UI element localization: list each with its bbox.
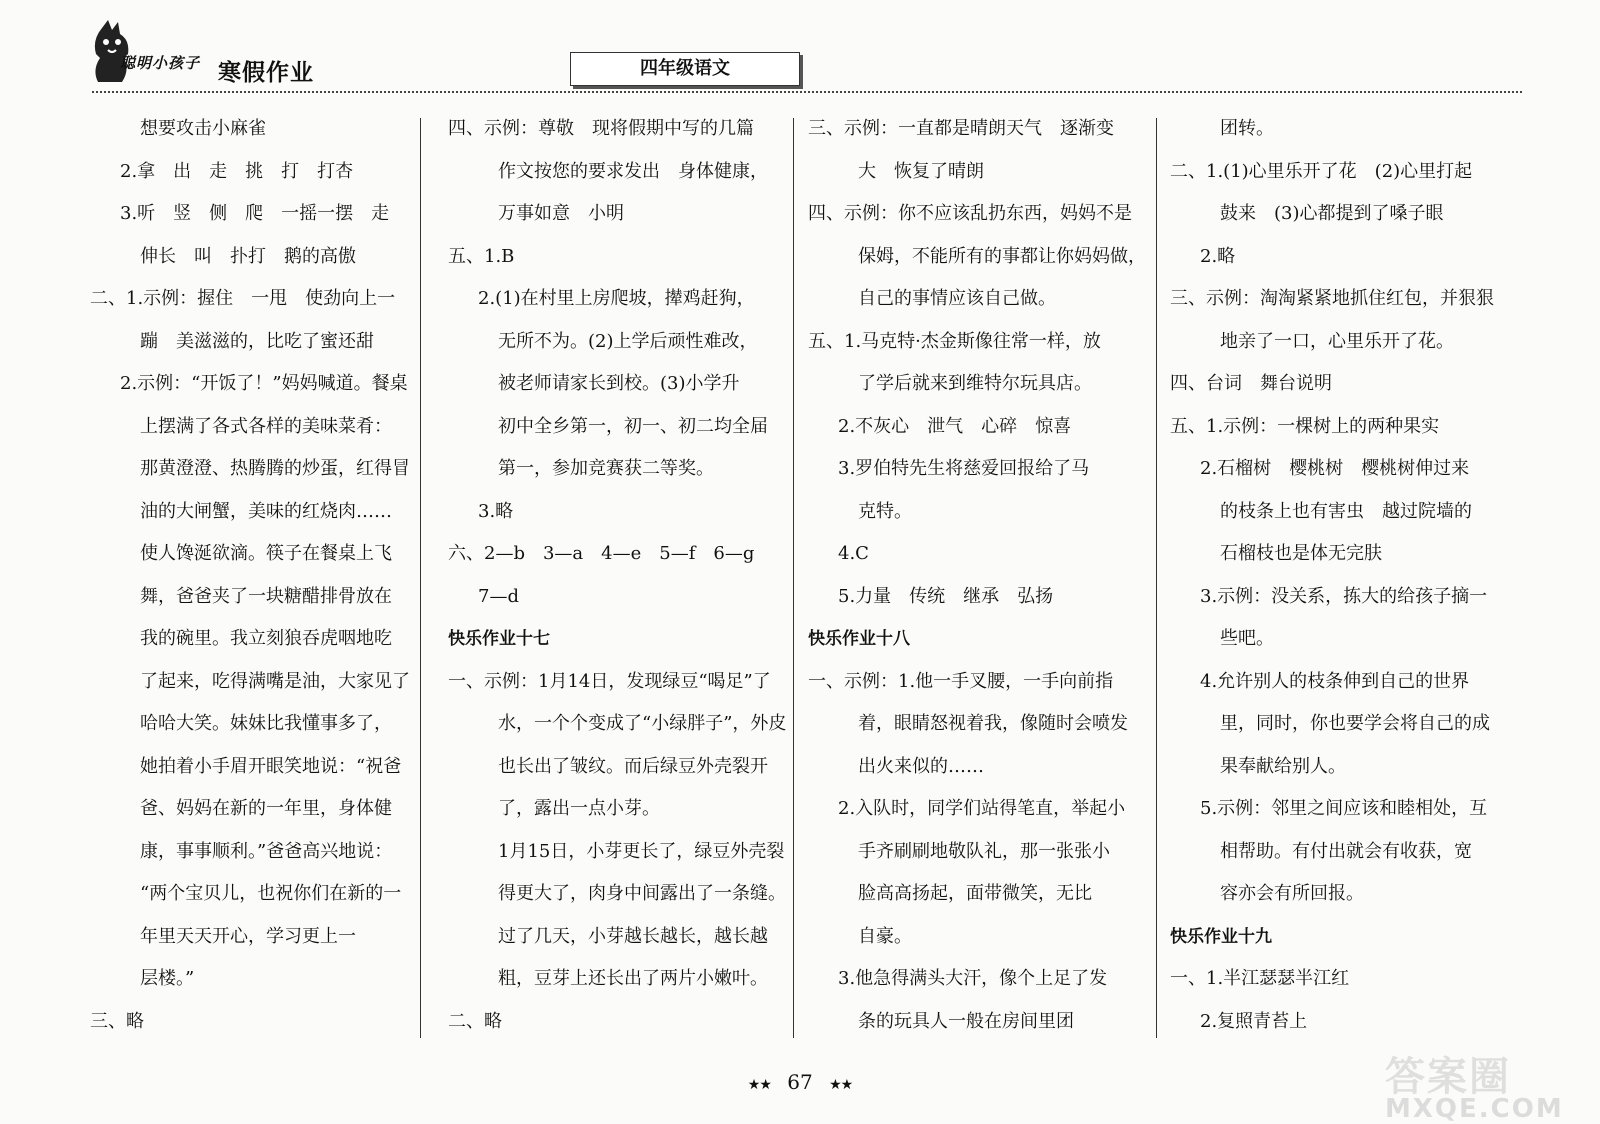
answer-line: 保姆，不能所有的事都让你妈妈做， (858, 245, 1146, 267)
answer-line: 也长出了皱纹。而后绿豆外壳裂开 (498, 755, 768, 777)
answer-line: 2.拿 出 走 挑 打 打杏 (120, 160, 354, 182)
answer-line: 里，同时，你也要学会将自己的成 (1220, 713, 1490, 734)
answer-line: 水，一个个变成了“小绿胖子”，外皮 (498, 713, 787, 734)
answer-line: 三、示例：一直都是晴朗天气 逐渐变 (808, 118, 1114, 139)
answer-line: 哈哈大笑。妹妹比我懂事多了， (140, 713, 392, 734)
answer-line: 了，露出一点小芽。 (498, 798, 660, 819)
answer-line: 4.允许别人的枝条伸到自己的世界 (1200, 670, 1470, 692)
answer-line: 五、1.B (448, 245, 515, 267)
answer-line: 果奉献给别人。 (1220, 755, 1346, 777)
answer-line: 3.罗伯特先生将慈爱回报给了马 (838, 458, 1090, 479)
answer-line: 想要攻击小麻雀 (140, 118, 266, 139)
answer-line: 5.力量 传统 继承 弘扬 (838, 585, 1054, 607)
page-number: 67 (787, 1070, 813, 1094)
answer-line: 2.复照青苔上 (1200, 1010, 1308, 1032)
answer-line: 4.C (838, 543, 869, 564)
answer-line: 一、1.半江瑟瑟半江红 (1170, 968, 1350, 989)
answer-line: 2.示例：“开饭了！”妈妈喊道。餐桌 (120, 373, 408, 394)
answer-line: 条的玩具人一般在房间里团 (858, 1010, 1074, 1032)
grade-subject-box: 四年级语文 (570, 52, 800, 86)
section-heading: 快乐作业十七 (448, 629, 550, 649)
answer-line: 2.石榴树 樱桃树 樱桃树伸过来 (1200, 458, 1470, 479)
answer-line: 3.略 (478, 500, 514, 522)
answer-line: 爸、妈妈在新的一年里，身体健 (140, 798, 392, 819)
brand-name: 聪明小孩子 (120, 54, 201, 72)
answer-line: 无所不为。(2)上学后顽性难改， (498, 330, 758, 352)
answer-line: 四、示例：你不应该乱扔东西，妈妈不是 (808, 203, 1132, 224)
answer-line: 的枝条上也有害虫 越过院墙的 (1220, 500, 1472, 522)
answer-line: 过了几天，小芽越长越长，越长越 (498, 925, 768, 947)
answer-line: 三、略 (90, 1010, 144, 1032)
answer-line: 年里天天开心，学习更上一 (140, 925, 356, 947)
answer-line: 六、2—b 3—a 4—e 5—f 6—g (448, 543, 755, 564)
answer-line: 第一，参加竞赛获二等奖。 (498, 458, 714, 479)
answer-line: 一、示例：1月14日，发现绿豆“喝足”了 (448, 670, 771, 692)
section-heading: 快乐作业十九 (1170, 926, 1272, 947)
column-3 (808, 108, 1153, 1043)
section-heading: 快乐作业十八 (808, 629, 910, 649)
answer-line: 万事如意 小明 (498, 203, 624, 224)
column-2 (448, 108, 788, 1043)
answer-line: 3.示例：没关系，拣大的给孩子摘一 (1200, 585, 1488, 607)
answer-line: 二、1.示例：握住 一甩 使劲向上一 (90, 288, 396, 309)
book-title: 寒假作业 (218, 60, 314, 86)
answer-line: 5.示例：邻里之间应该和睦相处，互 (1200, 798, 1488, 819)
answer-line: 石榴枝也是体无完肤 (1220, 543, 1382, 564)
star-decoration-icon: ★★ (747, 1077, 771, 1093)
answer-line: 舞，爸爸夹了一块糖醋排骨放在 (140, 585, 392, 607)
answer-line: 被老师请家长到校。(3)小学升 (498, 373, 740, 394)
answer-line: 初中全乡第一，初一、初二均全届 (498, 415, 768, 437)
answer-line: 五、1.示例：一棵树上的两种果实 (1170, 415, 1440, 437)
answer-line: 了起来，吃得满嘴是油，大家见了 (140, 670, 410, 692)
answer-line: 2.不灰心 泄气 心碎 惊喜 (838, 415, 1072, 437)
answer-line: 她拍着小手眉开眼笑地说：“祝爸 (140, 755, 402, 777)
answer-line: 出火来似的…… (858, 755, 984, 777)
column-1 (90, 108, 415, 1043)
star-decoration-icon: ★★ (829, 1077, 853, 1093)
answer-line: 手齐刷刷地敬队礼，那一张张小 (858, 840, 1110, 862)
column-divider (793, 118, 794, 1038)
answer-line: 鼓来 (3)心都提到了嗓子眼 (1220, 203, 1444, 224)
answer-line: 二、略 (448, 1010, 502, 1032)
answer-line: 些吧。 (1220, 628, 1274, 649)
answer-line: 自己的事情应该自己做。 (858, 288, 1056, 309)
answer-line: 上摆满了各式各样的美味菜肴： (140, 415, 392, 437)
watermark-logo-text: 答案圈 (1385, 1054, 1511, 1100)
answer-line: 7—d (478, 585, 519, 607)
answer-line: 着，眼睛怒视着我，像随时会喷发 (858, 713, 1128, 734)
answer-line: 二、1.(1)心里乐开了花 (2)心里打起 (1170, 160, 1473, 182)
page-footer (0, 1070, 1600, 1094)
answer-line: 团转。 (1220, 118, 1274, 139)
answer-line: 3.他急得满头大汗，像个上足了发 (838, 968, 1108, 989)
answer-line: 五、1.马克特·杰金斯像往常一样，放 (808, 330, 1101, 352)
watermark-url: MXQE.COM (1385, 1094, 1564, 1124)
answer-line: 四、示例：尊敬 现将假期中写的几篇 (448, 118, 754, 139)
watermark (1385, 1045, 1564, 1124)
answer-line: 得更大了，肉身中间露出了一条缝。 (498, 883, 786, 904)
column-divider (420, 118, 421, 1038)
answer-line: 2.(1)在村里上房爬坡，撵鸡赶狗， (478, 288, 755, 309)
answer-line: 康，事事顺利。”爸爸高兴地说： (140, 840, 393, 862)
answer-line: 2.略 (1200, 245, 1236, 267)
page-header (0, 0, 1600, 100)
answer-line: 自豪。 (858, 925, 912, 947)
answer-line: 层楼。” (140, 968, 195, 989)
answer-line: 蹦 美滋滋的，比吃了蜜还甜 (140, 330, 374, 352)
answer-line: 一、示例：1.他一手叉腰，一手向前指 (808, 670, 1114, 692)
answer-line: 大 恢复了晴朗 (858, 160, 984, 182)
answer-line: 作文按您的要求发出 身体健康， (498, 160, 768, 182)
answer-line: 脸高高扬起，面带微笑，无比 (858, 883, 1092, 904)
answer-line: 我的碗里。我立刻狼吞虎咽地吃 (140, 628, 392, 649)
answer-line: 使人馋涎欲滴。筷子在餐桌上飞 (140, 543, 392, 564)
answer-line: 粗，豆芽上还长出了两片小嫩叶。 (498, 968, 768, 989)
answer-line: 了学后就来到维特尔玩具店。 (858, 373, 1092, 394)
column-4 (1170, 108, 1515, 1043)
answer-line: “两个宝贝儿，也祝你们在新的一 (140, 883, 402, 904)
answer-line: 那黄澄澄、热腾腾的炒蛋，红得冒 (140, 458, 410, 479)
answer-line: 克特。 (858, 500, 912, 522)
answer-line: 地亲了一口，心里乐开了花。 (1220, 330, 1454, 352)
answer-line: 三、示例：淘淘紧紧地抓住红包，并狠狠 (1170, 288, 1494, 309)
answer-line: 伸长 叫 扑打 鹅的高傲 (140, 245, 356, 267)
answer-line: 四、台词 舞台说明 (1170, 373, 1332, 394)
column-divider (1156, 118, 1157, 1038)
answer-line: 3.听 竖 侧 爬 一摇一摆 走 (120, 203, 390, 224)
header-divider (92, 91, 1522, 93)
answer-line: 相帮助。有付出就会有收获，宽 (1220, 840, 1472, 862)
answer-line: 容亦会有所回报。 (1220, 883, 1364, 904)
answer-line: 2.入队时，同学们站得笔直，举起小 (838, 798, 1126, 819)
answer-line: 1月15日，小芽更长了，绿豆外壳裂 (498, 840, 785, 862)
answer-line: 油的大闸蟹，美味的红烧肉…… (140, 500, 392, 522)
